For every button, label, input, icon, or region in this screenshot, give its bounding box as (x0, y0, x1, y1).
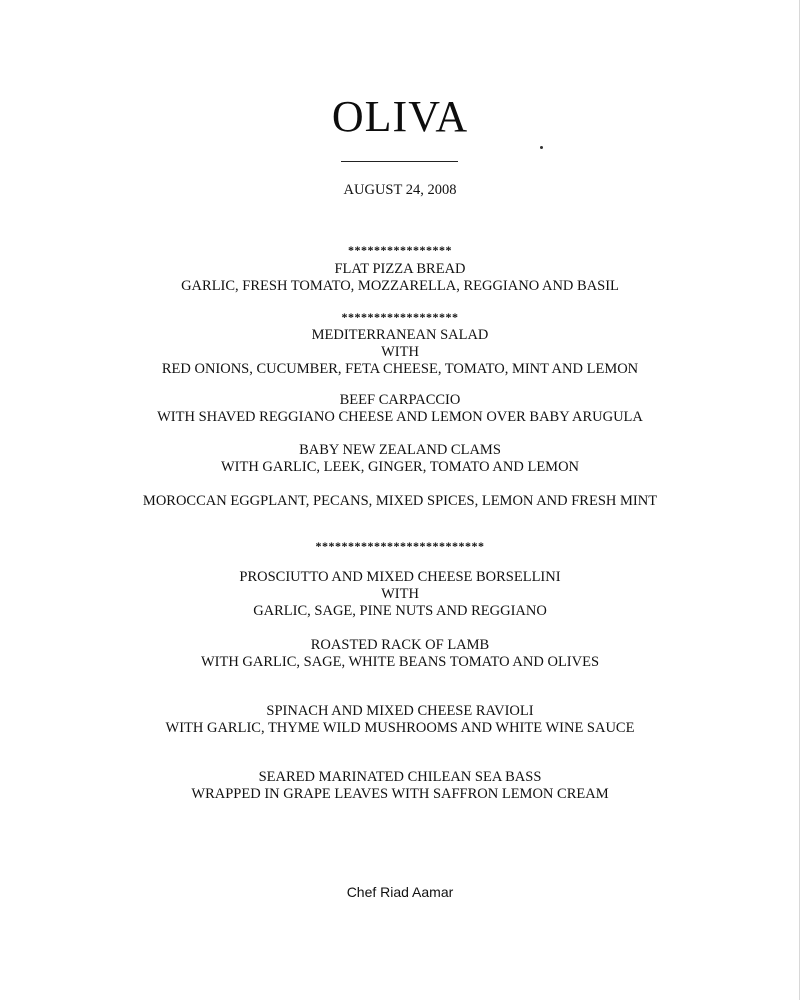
separator-second: ****************** (341, 310, 459, 324)
menu-date: AUGUST 24, 2008 (343, 182, 457, 198)
restaurant-title: OLIVA (331, 92, 469, 141)
borsellini-desc: GARLIC, SAGE, PINE NUTS AND REGGIANO (253, 603, 547, 619)
salad-desc: RED ONIONS, CUCUMBER, FETA CHEESE, TOMATO, MINT AND LEMON (161, 361, 639, 377)
separator-first: **************** (348, 243, 452, 257)
carpaccio-name: BEEF CARPACCIO (339, 392, 461, 408)
seabass-desc: WRAPPED IN GRAPE LEAVES WITH SAFFRON LEMON CREAM (191, 786, 609, 802)
seabass-name: SEARED MARINATED CHILEAN SEA BASS (258, 769, 542, 785)
lamb-name: ROASTED RACK OF LAMB (310, 637, 490, 653)
pizza-desc: GARLIC, FRESH TOMATO, MOZZARELLA, REGGIANO AND BASIL (181, 278, 619, 294)
speck-mark (540, 146, 543, 149)
lamb-desc: WITH GARLIC, SAGE, WHITE BEANS TOMATO AND OLIVES (200, 654, 600, 670)
salad-with: WITH (381, 344, 419, 360)
salad-name: MEDITERRANEAN SALAD (311, 327, 489, 343)
ravioli-desc: WITH GARLIC, THYME WILD MUSHROOMS AND WHITE WINE SAUCE (165, 720, 635, 736)
clams-desc: WITH GARLIC, LEEK, GINGER, TOMATO AND LEMON (220, 459, 580, 475)
clams-name: BABY NEW ZEALAND CLAMS (299, 442, 501, 458)
separator-third: ************************** (315, 539, 485, 553)
borsellini-with: WITH (381, 586, 419, 602)
pizza-name: FLAT PIZZA BREAD (334, 261, 466, 277)
eggplant-desc: MOROCCAN EGGPLANT, PECANS, MIXED SPICES, LEMON AND FRESH MINT (142, 493, 658, 509)
borsellini-name: PROSCIUTTO AND MIXED CHEESE BORSELLINI (239, 569, 561, 585)
title-divider (341, 161, 458, 162)
ravioli-name: SPINACH AND MIXED CHEESE RAVIOLI (266, 703, 534, 719)
chef-signature: Chef Riad Aamar (346, 884, 454, 900)
carpaccio-desc: WITH SHAVED REGGIANO CHEESE AND LEMON OVER BABY ARUGULA (157, 409, 643, 425)
